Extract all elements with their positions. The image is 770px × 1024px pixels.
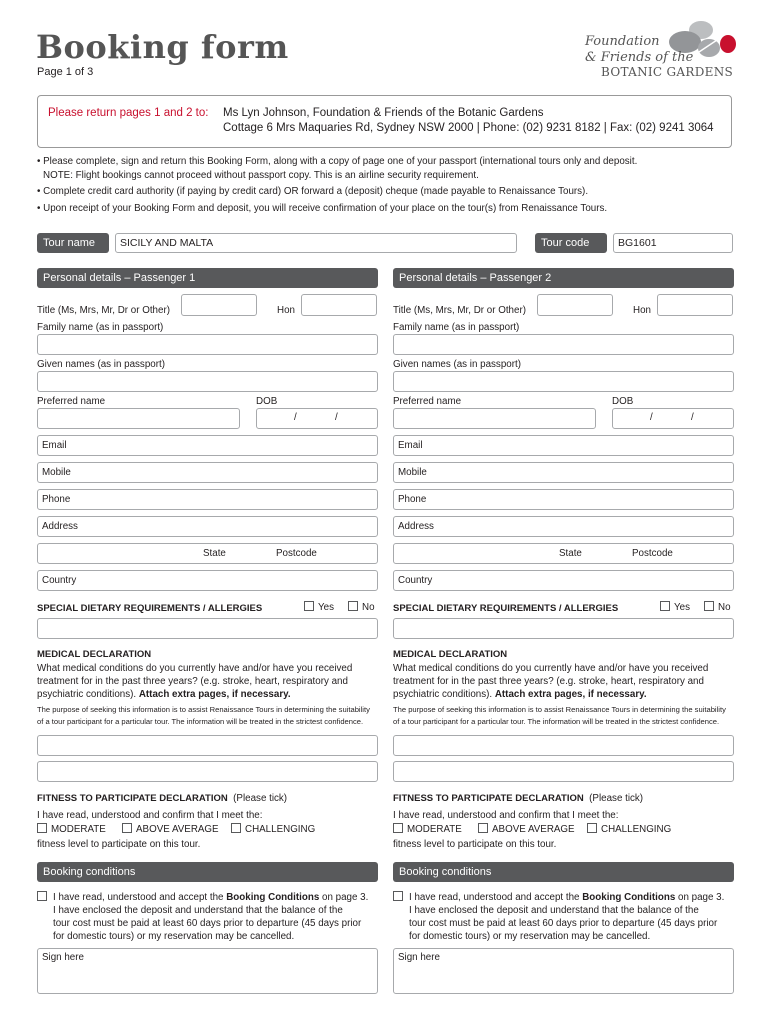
moderate-label: MODERATE <box>51 824 106 835</box>
dietary-yes-option[interactable] <box>660 601 690 613</box>
state-label: State <box>559 548 582 559</box>
logo-text-botanic: BOTANIC GARDENS <box>601 65 734 79</box>
checkbox-icon <box>478 823 488 833</box>
fitness-tick-note: (Please tick) <box>589 793 644 804</box>
title-input[interactable] <box>181 294 257 316</box>
tour-name-value: SICILY AND MALTA <box>120 237 214 249</box>
yes-label: Yes <box>674 602 690 613</box>
dietary-input[interactable] <box>37 618 378 639</box>
hon-label: Hon <box>633 305 651 316</box>
checkbox-icon <box>231 823 241 833</box>
mobile-label: Mobile <box>398 467 427 478</box>
title-label: Title (Ms, Mrs, Mr, Dr or Other) <box>393 305 526 316</box>
medical-input-1[interactable] <box>393 735 734 756</box>
checkbox-icon <box>393 823 403 833</box>
fitness-challenging-option[interactable] <box>587 823 671 836</box>
passenger-header: Personal details – Passenger 1 <box>37 268 378 288</box>
dietary-yes-option[interactable] <box>304 601 334 613</box>
tour-code-value: BG1601 <box>618 237 657 249</box>
passenger-1-section <box>37 268 378 1008</box>
dob-label: DOB <box>256 396 278 407</box>
medical-attach-note: Attach extra pages, if necessary. <box>138 689 291 700</box>
signature-input[interactable] <box>393 948 734 994</box>
return-address-line1: Ms Lyn Johnson, Foundation & Friends of the Botanic Gardens <box>223 107 544 119</box>
fitness-end: fitness level to participate on this tour. <box>393 839 557 850</box>
postcode-label: Postcode <box>632 548 673 559</box>
medical-note-line: of a tour participant for a particular tour. The information will be treated in the strictest confidence. <box>393 717 720 726</box>
booking-line: I have read, understood and accept the <box>53 892 224 903</box>
medical-attach-note: Attach extra pages, if necessary. <box>494 689 647 700</box>
return-address-box <box>37 95 732 148</box>
dietary-no-option[interactable] <box>704 601 731 613</box>
fitness-tick-note: (Please tick) <box>233 793 288 804</box>
dob-separator: / <box>294 412 297 423</box>
address-input[interactable] <box>37 516 378 537</box>
phone-input[interactable] <box>393 489 734 510</box>
title-label: Title (Ms, Mrs, Mr, Dr or Other) <box>37 305 170 316</box>
sign-here-label: Sign here <box>42 952 84 963</box>
state-postcode-input[interactable] <box>393 543 734 564</box>
medical-question-line: treatment for in the past three years? (e.g. stroke, heart, respiratory and <box>393 676 704 687</box>
booking-line: on page 3. <box>322 892 369 903</box>
medical-title: MEDICAL DECLARATION <box>393 649 508 660</box>
given-names-label: Given names (as in passport) <box>37 359 165 370</box>
return-label: Please return pages 1 and 2 to: <box>48 107 209 119</box>
tour-name-label: Tour name <box>37 233 109 253</box>
email-label: Email <box>42 440 67 451</box>
medical-note-line: The purpose of seeking this information is to assist Renaissance Tours in determining the suitability <box>37 705 370 714</box>
checkbox-icon <box>587 823 597 833</box>
medical-note-line: The purpose of seeking this information is to assist Renaissance Tours in determining the suitability <box>393 705 726 714</box>
dob-label: DOB <box>612 396 634 407</box>
medical-question-line: treatment for in the past three years? (e.g. stroke, heart, respiratory and <box>37 676 348 687</box>
fitness-title-row <box>393 793 643 804</box>
checkbox-icon <box>348 601 358 611</box>
booking-conditions-text <box>409 891 739 943</box>
booking-line: I have enclosed the deposit and understand that the balance of the <box>409 905 699 916</box>
medical-question-line: What medical conditions do you currently have and/or have you received <box>393 663 709 674</box>
mobile-label: Mobile <box>42 467 71 478</box>
hon-input[interactable] <box>657 294 733 316</box>
fitness-title-row <box>37 793 287 804</box>
medical-note-line: of a tour participant for a particular tour. The information will be treated in the strictest confidence. <box>37 717 364 726</box>
fitness-moderate-option[interactable] <box>393 823 462 836</box>
medical-question-line: psychiatric conditions). <box>37 689 137 700</box>
fitness-above-average-option[interactable] <box>478 823 575 836</box>
checkbox-icon <box>37 823 47 833</box>
dietary-label: SPECIAL DIETARY REQUIREMENTS / ALLERGIES <box>393 603 619 614</box>
passenger-header: Personal details – Passenger 2 <box>393 268 734 288</box>
state-postcode-input[interactable] <box>37 543 378 564</box>
email-label: Email <box>398 440 423 451</box>
instruction-item: • Upon receipt of your Booking Form and deposit, you will receive confirmation of your place on the tour(s) from Renaissance Tours. <box>37 202 608 214</box>
fitness-line: I have read, understood and confirm that I meet the: <box>393 810 619 821</box>
family-name-input[interactable] <box>393 334 734 355</box>
checkbox-icon <box>122 823 132 833</box>
logo-text-foundation: Foundation <box>585 34 660 49</box>
booking-line: for domestic tours) or my reservation may be cancelled. <box>409 931 651 942</box>
medical-question <box>37 662 382 701</box>
checkbox-icon <box>37 891 47 901</box>
tour-name-input[interactable] <box>115 233 517 253</box>
email-input[interactable] <box>37 435 378 456</box>
email-input[interactable] <box>393 435 734 456</box>
medical-input-1[interactable] <box>37 735 378 756</box>
dietary-label: SPECIAL DIETARY REQUIREMENTS / ALLERGIES <box>37 603 263 614</box>
dob-input[interactable] <box>612 408 734 429</box>
country-input[interactable] <box>37 570 378 591</box>
fitness-end: fitness level to participate on this tour. <box>37 839 201 850</box>
dob-separator: / <box>691 412 694 423</box>
title-input[interactable] <box>537 294 613 316</box>
above-average-label: ABOVE AVERAGE <box>136 824 219 835</box>
no-label: No <box>718 602 731 613</box>
booking-line: tour cost must be paid at least 60 days prior to departure (45 days prior <box>53 918 362 929</box>
family-name-input[interactable] <box>37 334 378 355</box>
checkbox-icon <box>393 891 403 901</box>
booking-line: for domestic tours) or my reservation may be cancelled. <box>53 931 295 942</box>
postcode-label: Postcode <box>276 548 317 559</box>
given-names-input[interactable] <box>393 371 734 392</box>
booking-line: I have read, understood and accept the <box>409 892 580 903</box>
fitness-moderate-option[interactable] <box>37 823 106 836</box>
address-input[interactable] <box>393 516 734 537</box>
challenging-label: CHALLENGING <box>245 824 316 835</box>
country-label: Country <box>398 575 433 586</box>
return-address-line2: Cottage 6 Mrs Maquaries Rd, Sydney NSW 2000 | Phone: (02) 9231 8182 | Fax: (02) 9241 3064 <box>223 122 714 134</box>
fitness-above-average-option[interactable] <box>122 823 219 836</box>
hon-input[interactable] <box>301 294 377 316</box>
booking-line: on page 3. <box>678 892 725 903</box>
booking-accept-checkbox[interactable] <box>37 891 51 904</box>
passenger-2-section <box>393 268 734 1008</box>
booking-line: I have enclosed the deposit and understand that the balance of the <box>53 905 343 916</box>
instructions <box>37 155 737 215</box>
medical-note <box>37 704 382 728</box>
tour-code-label: Tour code <box>535 233 607 253</box>
foundation-logo <box>575 16 740 82</box>
checkbox-icon <box>304 601 314 611</box>
signature-input[interactable] <box>37 948 378 994</box>
sign-here-label: Sign here <box>398 952 440 963</box>
dietary-no-option[interactable] <box>348 601 375 613</box>
medical-note <box>393 704 738 728</box>
phone-label: Phone <box>398 494 427 505</box>
phone-label: Phone <box>42 494 71 505</box>
medical-input-2[interactable] <box>37 761 378 782</box>
booking-conditions-header: Booking conditions <box>393 862 734 882</box>
address-label: Address <box>398 521 434 532</box>
medical-question-line: psychiatric conditions). <box>393 689 493 700</box>
fitness-line: I have read, understood and confirm that I meet the: <box>37 810 263 821</box>
medical-question-line: What medical conditions do you currently have and/or have you received <box>37 663 353 674</box>
challenging-label: CHALLENGING <box>601 824 672 835</box>
booking-conditions-link: Booking Conditions <box>226 892 320 903</box>
above-average-label: ABOVE AVERAGE <box>492 824 575 835</box>
country-label: Country <box>42 575 77 586</box>
family-name-label: Family name (as in passport) <box>393 322 520 333</box>
country-input[interactable] <box>393 570 734 591</box>
phone-input[interactable] <box>37 489 378 510</box>
yes-label: Yes <box>318 602 334 613</box>
state-label: State <box>203 548 226 559</box>
preferred-name-label: Preferred name <box>37 396 106 407</box>
page-number: Page 1 of 3 <box>37 66 94 78</box>
mobile-input[interactable] <box>393 462 734 483</box>
fitness-challenging-option[interactable] <box>231 823 315 836</box>
instruction-item: NOTE: Flight bookings cannot proceed without passport copy. This is an airline security requirement. <box>43 169 479 181</box>
preferred-name-label: Preferred name <box>393 396 462 407</box>
booking-line: tour cost must be paid at least 60 days prior to departure (45 days prior <box>409 918 718 929</box>
checkbox-icon <box>660 601 670 611</box>
dob-input[interactable] <box>256 408 378 429</box>
fitness-title: FITNESS TO PARTICIPATE DECLARATION <box>37 793 228 804</box>
preferred-name-input[interactable] <box>393 408 596 429</box>
medical-title: MEDICAL DECLARATION <box>37 649 152 660</box>
booking-accept-checkbox[interactable] <box>393 891 407 904</box>
booking-conditions-text <box>53 891 383 943</box>
logo-text-friends: & Friends of the <box>585 50 694 65</box>
dob-separator: / <box>650 412 653 423</box>
instruction-item: • Complete credit card authority (if paying by credit card) OR forward a (deposit) cheque (made payable to Renaissance Tours). <box>37 186 589 197</box>
given-names-input[interactable] <box>37 371 378 392</box>
family-name-label: Family name (as in passport) <box>37 322 164 333</box>
address-label: Address <box>42 521 78 532</box>
booking-conditions-header: Booking conditions <box>37 862 378 882</box>
checkbox-icon <box>704 601 714 611</box>
fitness-title: FITNESS TO PARTICIPATE DECLARATION <box>393 793 584 804</box>
hon-label: Hon <box>277 305 295 316</box>
booking-conditions-link: Booking Conditions <box>582 892 676 903</box>
medical-input-2[interactable] <box>393 761 734 782</box>
moderate-label: MODERATE <box>407 824 462 835</box>
given-names-label: Given names (as in passport) <box>393 359 521 370</box>
preferred-name-input[interactable] <box>37 408 240 429</box>
dietary-input[interactable] <box>393 618 734 639</box>
no-label: No <box>362 602 375 613</box>
mobile-input[interactable] <box>37 462 378 483</box>
tour-code-input[interactable] <box>613 233 733 253</box>
medical-question <box>393 662 738 701</box>
page-title: Booking form <box>36 28 289 66</box>
instruction-item: • Please complete, sign and return this Booking Form, along with a copy of page one of your passport (international tours only and deposit. <box>37 156 638 167</box>
dob-separator: / <box>335 412 338 423</box>
